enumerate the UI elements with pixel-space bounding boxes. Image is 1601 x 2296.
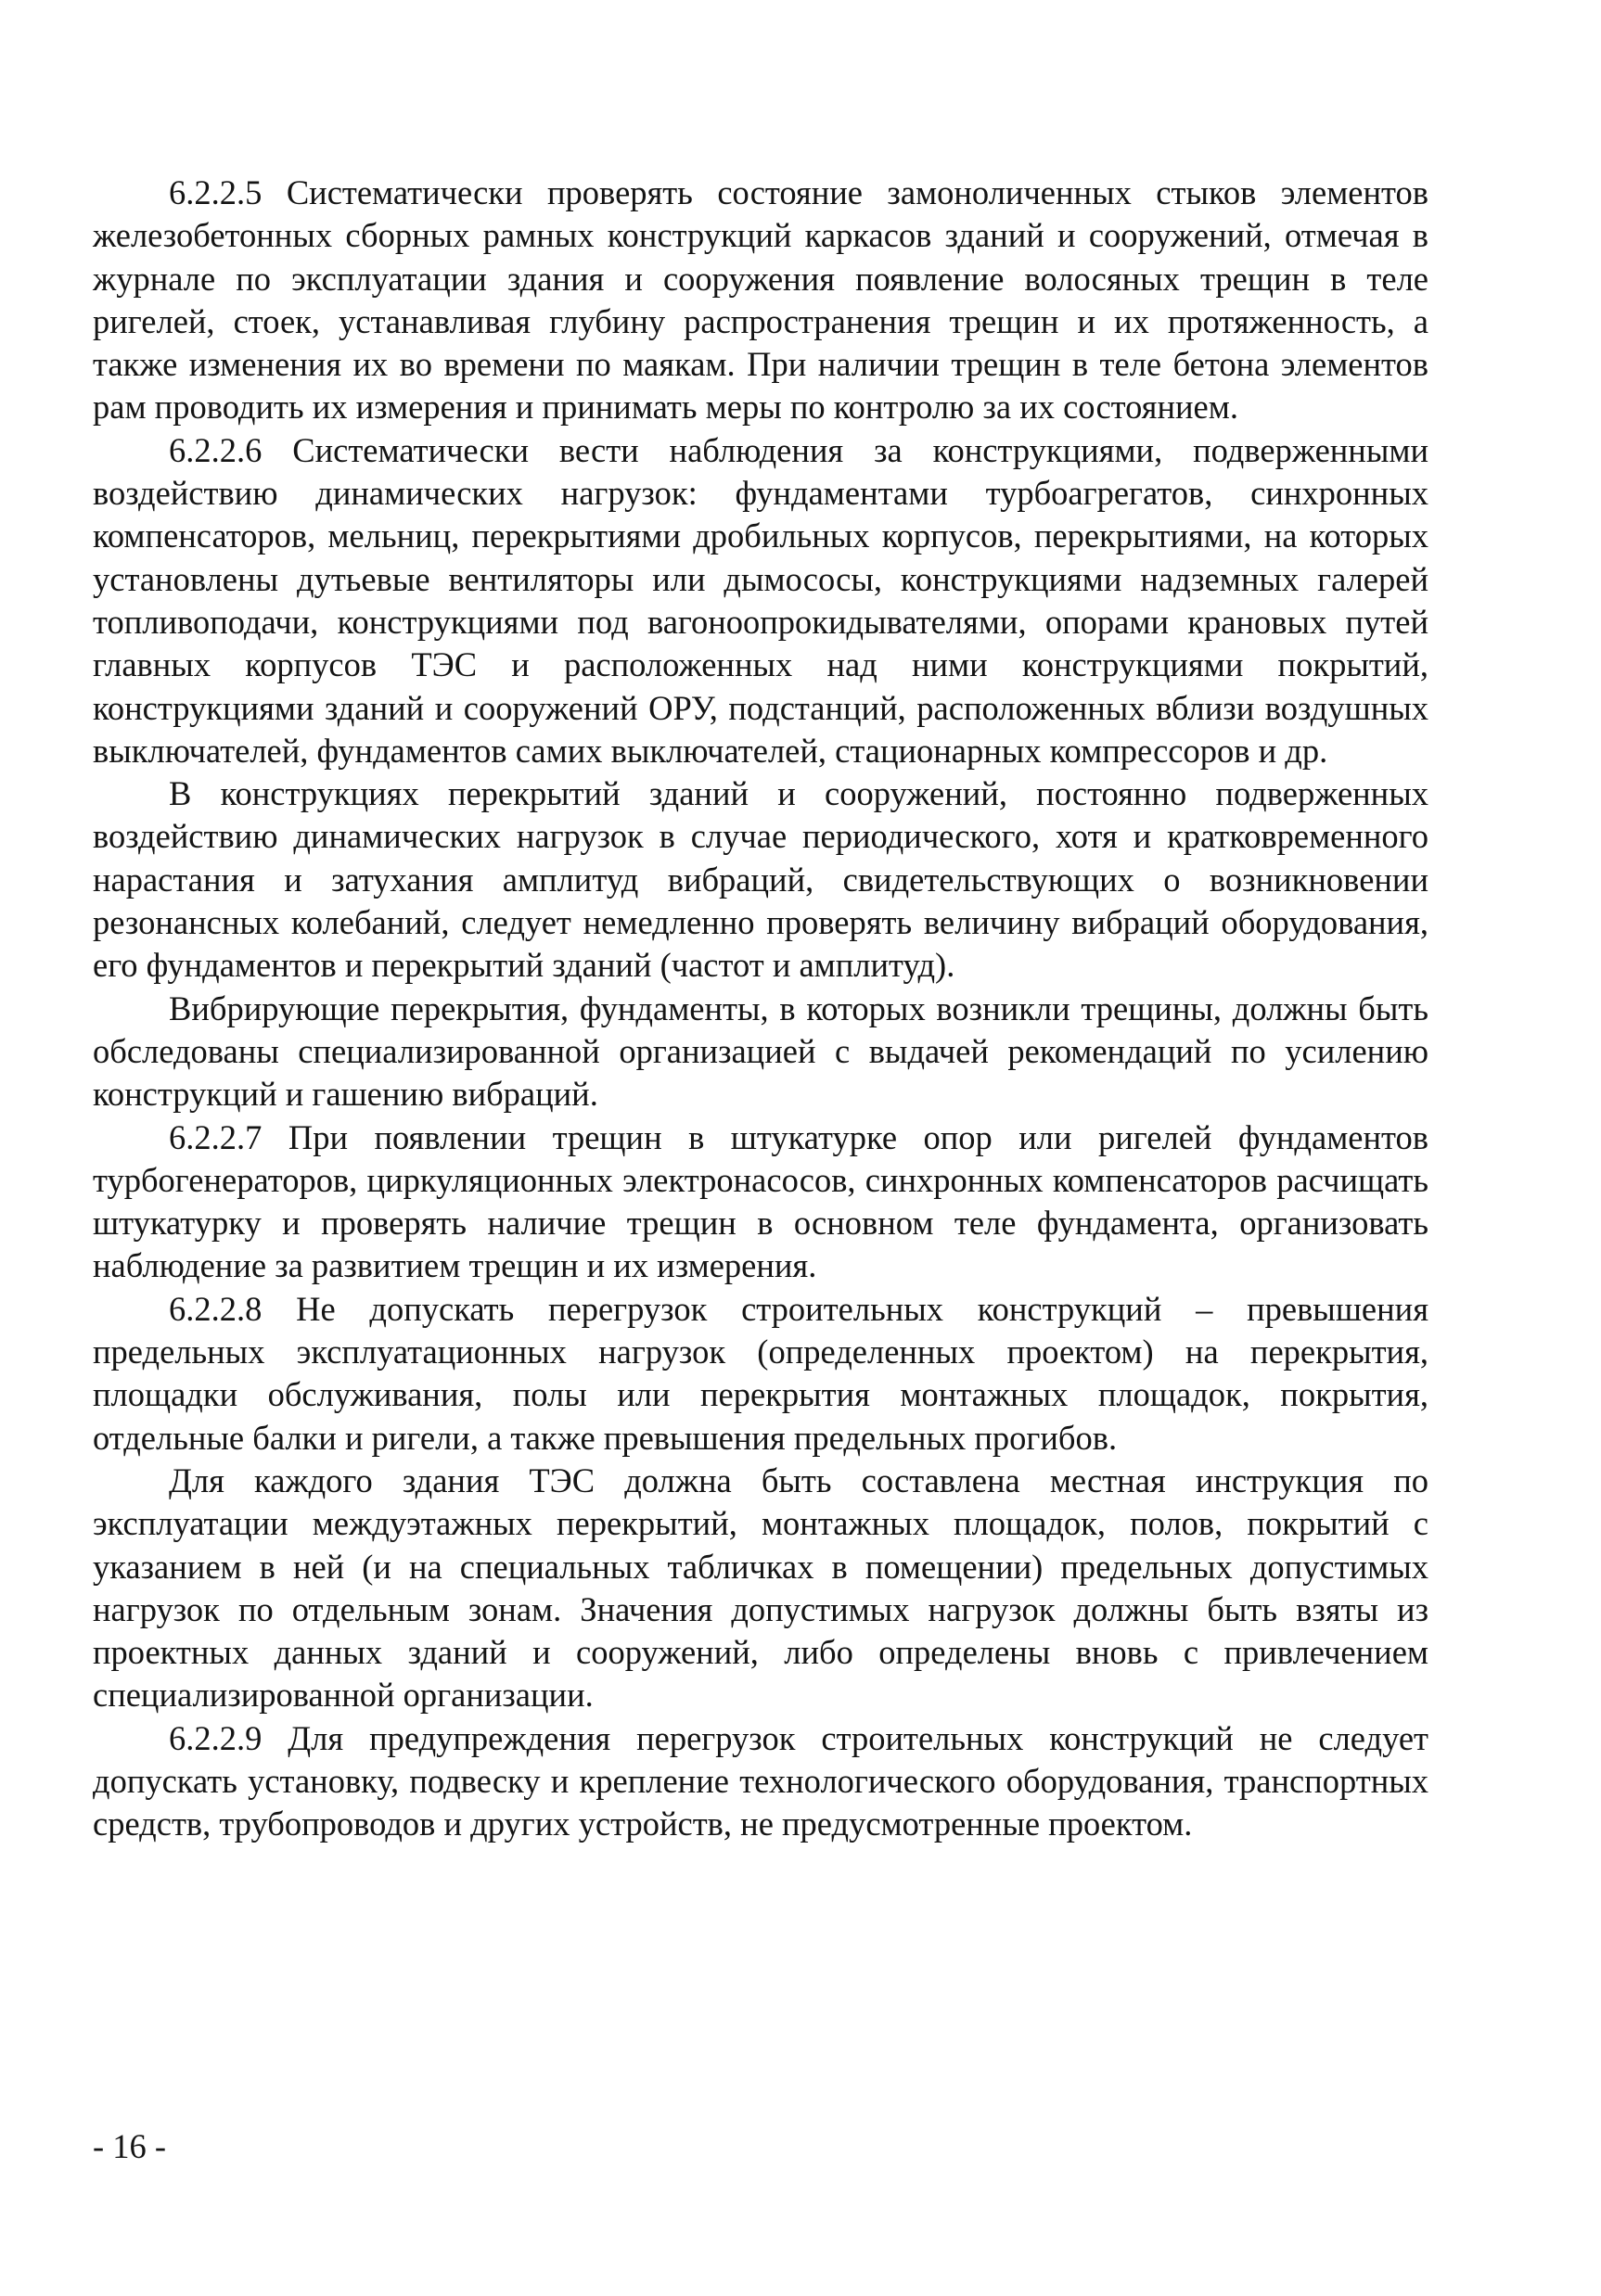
page-number: - 16 - [93,2127,167,2165]
paragraph-6-2-2-9: 6.2.2.9 Для предупреждения перегрузок строительных конструкций не следует допускать установку, подвеску и крепление технологического оборудования, транспортных средств, трубопроводов и других устройств, не предусмотренные проектом. [93,1718,1428,1843]
paragraph-vibrating-floors: Вибрирующие перекрытия, фундаменты, в которых возникли трещины, должны быть обследованы специализированной организацией с выдачей рекомендаций по усилению конструкций и гашению вибраций. [93,989,1428,1114]
paragraph-6-2-2-5: 6.2.2.5 Систематически проверять состояние замоноличенных стыков элементов железобетонных сборных рамных конструкций каркасов зданий и сооружений, отмечая в журнале по эксплуатации здания и сооружения появление волосяных трещин в теле ригелей, стоек, устанавливая глубину распространения трещин и их протяженность, а также изменения их во времени по маякам. При наличии трещин в теле бетона элементов рам проводить их измерения и принимать меры по контролю за их состоянием. [93,173,1428,427]
paragraph-6-2-2-8: 6.2.2.8 Не допускать перегрузок строительных конструкций – превышения предельных эксплуатационных нагрузок (определенных проектом) на перекрытия, площадки обслуживания, полы или перекрытия монтажных площадок, покрытия, отдельные балки и ригели, а также превышения предельных прогибов. [93,1289,1428,1457]
body-text [93,172,1428,1846]
paragraph-6-2-2-7: 6.2.2.7 При появлении трещин в штукатурке опор или ригелей фундаментов турбогенераторов, циркуляционных электронасосов, синхронных компенсаторов расчищать штукатурку и проверять наличие трещин в основном теле фундамента, организовать наблюдение за развитием трещин и их измерения. [93,1117,1428,1285]
paragraph-6-2-2-6: 6.2.2.6 Систематически вести наблюдения за конструкциями, подверженными воздействию динамических нагрузок: фундаментами турбоагрегатов, синхронных компенсаторов, мельниц, перекрытиями дробильных корпусов, перекрытиями, на которых установлены дутьевые вентиляторы или дымососы, конструкциями надземных галерей топливоподачи, конструкциями под вагоноопрокидывателями, опорами крановых путей главных корпусов ТЭС и расположенных над ними конструкциями покрытий, конструкциями зданий и сооружений ОРУ, подстанций, расположенных вблизи воздушных выключателей, фундаментов самих выключателей, стационарных компрессоров и др. [93,430,1428,770]
paragraph-dynamic-loads: В конструкциях перекрытий зданий и сооружений, постоянно подверженных воздействию динамических нагрузок в случае периодического, хотя и кратковременного нарастания и затухания амплитуд вибраций, свидетельствующих о возникновении резонансных колебаний, следует немедленно проверять величину вибраций оборудования, его фундаментов и перекрытий зданий (частот и амплитуд). [93,774,1428,985]
paragraph-local-instruction: Для каждого здания ТЭС должна быть составлена местная инструкция по эксплуатации междуэтажных перекрытий, монтажных площадок, полов, покрытий с указанием в ней (и на специальных табличках в помещении) предельных допустимых нагрузок по отдельным зонам. Значения допустимых нагрузок должны быть взяты из проектных данных зданий и сооружений, либо определены вновь с привлечением специализированной организации. [93,1461,1428,1715]
